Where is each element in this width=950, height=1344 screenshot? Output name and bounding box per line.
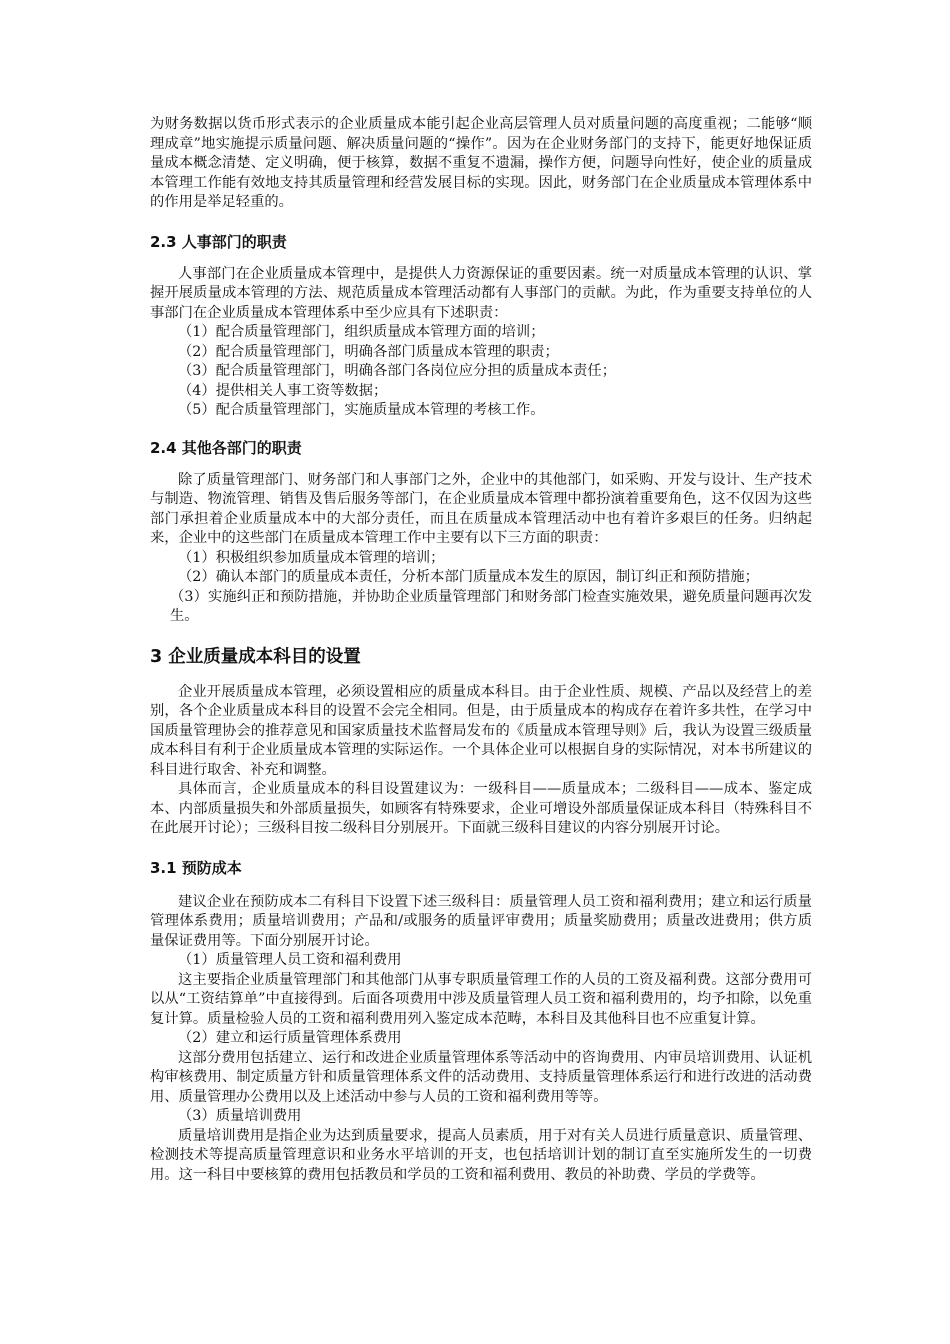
paragraph: 质量培训费用是指企业为达到质量要求，提高人员素质，用于对有关人员进行质量意识、质量管理、检测技术等提高质量管理意识和业务水平培训的开支，也包括培训计划的制订直至实施所发生的一切费用。这一科目中要核算的费用包括教员和学员的工资和福利费用、教员的补助费、学员的学费等。 (150, 1127, 812, 1183)
document-body (150, 115, 812, 1185)
list-item: （3）配合质量管理部门，明确各部门各岗位应分担的质量成本责任； (178, 363, 616, 379)
section-heading: 3.1 预防成本 (150, 858, 242, 877)
list-item: （3）质量培训费用 (178, 1108, 302, 1124)
section-heading: 3 企业质量成本科目的设置 (150, 646, 361, 667)
list-item: （2）配合质量管理部门，明确各部门质量成本管理的职责； (178, 343, 559, 360)
list-item: （3）实施纠正和预防措施，并协助企业质量管理部门和财务部门检查实施效果，避免质量问题再次发生。 (170, 588, 812, 624)
paragraph: 人事部门在企业质量成本管理中，是提供人力资源保证的重要因素。统一对质量成本管理的认识、掌握开展质量成本管理的方法、规范质量成本管理活动都有人事部门的贡献。为此，作为重要支持单位的人事部门在企业质量成本管理体系中至少应具有下述职责： (150, 265, 812, 321)
paragraph: 建议企业在预防成本二有科目下设置下述三级科目：质量管理人员工资和福利费用；建立和运行质量管理体系费用；质量培训费用；产品和/或服务的质量评审费用；质量奖励费用；质量改进费用；供方质量保证费用等。下面分别展开讨论。 (150, 893, 812, 949)
list-item: （2）建立和运行质量管理体系费用 (178, 1030, 402, 1046)
list-item: （4）提供相关人事工资等数据； (178, 382, 388, 399)
list-item: （2）确认本部门的质量成本责任，分析本部门质量成本发生的原因，制订纠正和预防措施； (178, 569, 759, 585)
paragraph: 除了质量管理部门、财务部门和人事部门之外，企业中的其他部门，如采购、开发与设计、生产技术与制造、物流管理、销售及售后服务等部门，在企业质量成本管理中都扮演着重要角色，这不仅因为这些部门承担着企业质量成本中的大部分责任，而且在质量成本管理活动中也有着许多艰巨的任务。归纳起来，企业中的这些部门在质量成本管理工作中主要有以下三方面的职责： (150, 471, 812, 546)
paragraph: 这主要指企业质量管理部门和其他部门从事专职质量管理工作的人员的工资及福利费。这部分费用可以从“工资结算单”中直接得到。后面各项费用中涉及质量管理人员工资和福利费用的，均予扣除，以免重复计算。质量检验人员的工资和福利费用列入鉴定成本范畴，本科目及其他科目也不应重复计算。 (150, 971, 812, 1027)
list-item: （1）配合质量管理部门，组织质量成本管理方面的培训； (178, 324, 545, 340)
paragraph: 具体而言，企业质量成本的科目设置建议为：一级科目——质量成本；二级科目——成本、鉴定成本、内部质量损失和外部质量损失，如顾客有特殊要求，企业可增设外部质量保证成本科目（特殊科目不在此展开讨论）；三级科目按二级科目分别展开。下面就三级科目建议的内容分别展开讨论。 (150, 781, 812, 836)
paragraph: 为财务数据以货币形式表示的企业质量成本能引起企业高层管理人员对质量问题的高度重视；二能够“顺理成章”地实施提示质量问题、解决质量问题的“操作”。因为在企业财务部门的支持下，能更好地保证质量成本概念清楚、定义明确，便于核算，数据不重复不遗漏，操作方便，问题导向性好，使企业的质量成本管理工作能有效地支持其质量管理和经营发展目标的实现。因此，财务部门在企业质量成本管理体系中的作用是举足轻重的。 (150, 116, 812, 210)
list-item: （1）质量管理人员工资和福利费用 (178, 952, 402, 968)
paragraph: 企业开展质量成本管理，必须设置相应的质量成本科目。由于企业性质、规模、产品以及经营上的差别，各个企业质量成本科目的设置不会完全相同。但是，由于质量成本的构成存在着许多共性，在学习中国质量管理协会的推荐意见和国家质量技术监督局发布的《质量成本管理导则》后，我认为设置三级质量成本科目有利于企业质量成本管理的实际运作。一个具体企业可以根据自身的实际情况，对本书所建议的科目进行取舍、补充和调整。 (150, 683, 812, 778)
section-heading: 2.4 其他各部门的职责 (150, 438, 302, 457)
list-item: （1）积极组织参加质量成本管理的培训； (178, 549, 445, 566)
paragraph: 这部分费用包括建立、运行和改进企业质量管理体系等活动中的咨询费用、内审员培训费用、认证机构审核费用、制定质量方针和质量管理体系文件的活动费用、支持质量管理体系运行和进行改进的活动费用、质量管理办公费用以及上述活动中参与人员的工资和福利费用等等。 (150, 1049, 812, 1105)
section-heading: 2.3 人事部门的职责 (150, 232, 287, 251)
list-item: （5）配合质量管理部门，实施质量成本管理的考核工作。 (178, 402, 545, 418)
